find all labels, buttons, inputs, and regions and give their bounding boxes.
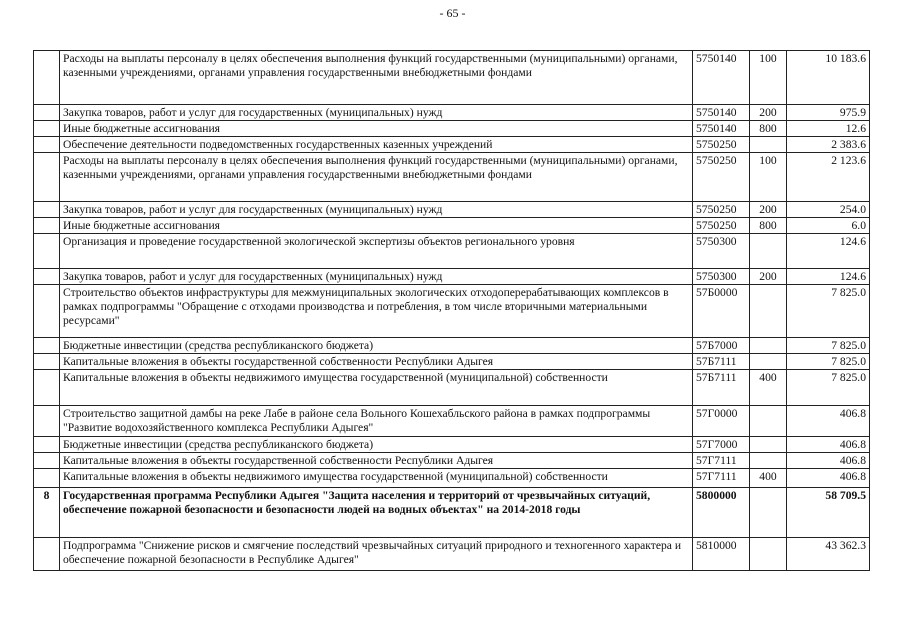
row-expense-type-cell: [750, 338, 787, 354]
row-number-cell: [34, 469, 60, 488]
row-code-cell: 5750140: [693, 121, 750, 137]
row-code-cell: 57Б7111: [693, 370, 750, 406]
row-amount-cell: 975.9: [787, 105, 870, 121]
row-code-cell: 5750250: [693, 137, 750, 153]
row-code-cell: 57Г7111: [693, 453, 750, 469]
row-number-cell: [34, 121, 60, 137]
row-expense-type-cell: 200: [750, 202, 787, 218]
row-expense-type-cell: 200: [750, 269, 787, 285]
row-expense-type-cell: 100: [750, 153, 787, 202]
table-row: [34, 453, 870, 469]
row-code-cell: 57Г0000: [693, 406, 750, 437]
row-amount-cell: 254.0: [787, 202, 870, 218]
table-row: [34, 202, 870, 218]
row-description-cell: Государственная программа Республики Адыгея "Защита населения и территорий от чрезвычайных ситуаций, обеспечение пожарной безопасности и безопасности людей на водных объектах" на 2014-2018 годы: [60, 488, 693, 538]
row-expense-type-cell: 800: [750, 218, 787, 234]
row-code-cell: 5750140: [693, 105, 750, 121]
row-number-cell: [34, 453, 60, 469]
row-expense-type-cell: [750, 453, 787, 469]
row-description-cell: Закупка товаров, работ и услуг для государственных (муниципальных) нужд: [60, 105, 693, 121]
table-row: [34, 137, 870, 153]
table-row: [34, 354, 870, 370]
row-expense-type-cell: 400: [750, 469, 787, 488]
row-amount-cell: 7 825.0: [787, 285, 870, 338]
row-number-cell: [34, 202, 60, 218]
row-number-cell: [34, 234, 60, 269]
row-expense-type-cell: [750, 354, 787, 370]
row-expense-type-cell: [750, 285, 787, 338]
table-row: [34, 234, 870, 269]
row-code-cell: 57Б0000: [693, 285, 750, 338]
row-expense-type-cell: [750, 488, 787, 538]
row-code-cell: 5750250: [693, 202, 750, 218]
table-row: [34, 51, 870, 105]
row-expense-type-cell: 200: [750, 105, 787, 121]
row-code-cell: 5750300: [693, 234, 750, 269]
row-amount-cell: 406.8: [787, 469, 870, 488]
row-amount-cell: 12.6: [787, 121, 870, 137]
row-number-cell: [34, 406, 60, 437]
row-amount-cell: 10 183.6: [787, 51, 870, 105]
table-row: [34, 437, 870, 453]
row-amount-cell: 2 383.6: [787, 137, 870, 153]
row-description-cell: Строительство защитной дамбы на реке Лабе в районе села Вольного Кошехабльского района в рамках подпрограммы "Развитие водохозяйственного комплекса Республики Адыгея": [60, 406, 693, 437]
table-row: [34, 538, 870, 571]
row-expense-type-cell: 400: [750, 370, 787, 406]
row-amount-cell: 124.6: [787, 269, 870, 285]
row-description-cell: Капитальные вложения в объекты недвижимого имущества государственной (муниципальной) собственности: [60, 469, 693, 488]
row-description-cell: Бюджетные инвестиции (средства республиканского бюджета): [60, 437, 693, 453]
row-number-cell: [34, 105, 60, 121]
row-description-cell: Обеспечение деятельности подведомственных государственных казенных учреждений: [60, 137, 693, 153]
table-row: [34, 338, 870, 354]
row-number-cell: [34, 153, 60, 202]
row-amount-cell: 406.8: [787, 406, 870, 437]
row-expense-type-cell: [750, 437, 787, 453]
table-row: [34, 153, 870, 202]
row-description-cell: Иные бюджетные ассигнования: [60, 121, 693, 137]
row-code-cell: 57Г7000: [693, 437, 750, 453]
table-row: [34, 269, 870, 285]
row-description-cell: Организация и проведение государственной экологической экспертизы объектов регионального уровня: [60, 234, 693, 269]
row-amount-cell: 2 123.6: [787, 153, 870, 202]
row-amount-cell: 6.0: [787, 218, 870, 234]
table-row: [34, 218, 870, 234]
row-description-cell: Капитальные вложения в объекты недвижимого имущества государственной (муниципальной) собственности: [60, 370, 693, 406]
row-expense-type-cell: [750, 137, 787, 153]
row-description-cell: Строительство объектов инфраструктуры для межмуниципальных экологических отходоперерабатывающих комплексов в рамках подпрограммы "Обращение с отходами производства и потребления, в том числе вторичными материальными ресурсами": [60, 285, 693, 338]
row-code-cell: 5750250: [693, 153, 750, 202]
row-number-cell: [34, 269, 60, 285]
row-amount-cell: 43 362.3: [787, 538, 870, 571]
row-amount-cell: 7 825.0: [787, 354, 870, 370]
row-description-cell: Закупка товаров, работ и услуг для государственных (муниципальных) нужд: [60, 269, 693, 285]
row-number-cell: [34, 338, 60, 354]
table-row: [34, 105, 870, 121]
page-number: - 65 -: [439, 6, 466, 20]
row-number-cell: [34, 354, 60, 370]
row-code-cell: 5750140: [693, 51, 750, 105]
row-amount-cell: 7 825.0: [787, 370, 870, 406]
row-description-cell: Закупка товаров, работ и услуг для государственных (муниципальных) нужд: [60, 202, 693, 218]
row-amount-cell: 406.8: [787, 453, 870, 469]
row-number-cell: 8: [34, 488, 60, 538]
table-row: [34, 406, 870, 437]
row-expense-type-cell: [750, 234, 787, 269]
row-code-cell: 57Г7111: [693, 469, 750, 488]
row-expense-type-cell: 800: [750, 121, 787, 137]
row-amount-cell: 406.8: [787, 437, 870, 453]
row-code-cell: 57Б7000: [693, 338, 750, 354]
row-description-cell: Капитальные вложения в объекты государственной собственности Республики Адыгея: [60, 453, 693, 469]
row-description-cell: Бюджетные инвестиции (средства республиканского бюджета): [60, 338, 693, 354]
row-description-cell: Расходы на выплаты персоналу в целях обеспечения выполнения функций государственными (муниципальными) органами, казенными учреждениями, органами управления государственными внебюджетными фондами: [60, 153, 693, 202]
row-code-cell: 57Б7111: [693, 354, 750, 370]
table-row: [34, 285, 870, 338]
row-number-cell: [34, 137, 60, 153]
table-row: [34, 121, 870, 137]
row-expense-type-cell: 100: [750, 51, 787, 105]
row-number-cell: [34, 437, 60, 453]
row-code-cell: 5800000: [693, 488, 750, 538]
budget-table: [33, 50, 870, 571]
table-row: [34, 488, 870, 538]
row-number-cell: [34, 218, 60, 234]
budget-table-body: [34, 51, 870, 571]
row-amount-cell: 7 825.0: [787, 338, 870, 354]
row-number-cell: [34, 370, 60, 406]
row-expense-type-cell: [750, 538, 787, 571]
table-row: [34, 370, 870, 406]
row-description-cell: Иные бюджетные ассигнования: [60, 218, 693, 234]
table-row: [34, 469, 870, 488]
row-number-cell: [34, 51, 60, 105]
row-code-cell: 5750250: [693, 218, 750, 234]
row-number-cell: [34, 285, 60, 338]
row-description-cell: Подпрограмма "Снижение рисков и смягчение последствий чрезвычайных ситуаций природного и техногенного характера и обеспечение пожарной безопасности в Республике Адыгея": [60, 538, 693, 571]
row-amount-cell: 58 709.5: [787, 488, 870, 538]
row-amount-cell: 124.6: [787, 234, 870, 269]
row-description-cell: Расходы на выплаты персоналу в целях обеспечения выполнения функций государственными (муниципальными) органами, казенными учреждениями, органами управления государственными внебюджетными фондами: [60, 51, 693, 105]
row-code-cell: 5810000: [693, 538, 750, 571]
row-number-cell: [34, 538, 60, 571]
row-expense-type-cell: [750, 406, 787, 437]
row-code-cell: 5750300: [693, 269, 750, 285]
row-description-cell: Капитальные вложения в объекты государственной собственности Республики Адыгея: [60, 354, 693, 370]
